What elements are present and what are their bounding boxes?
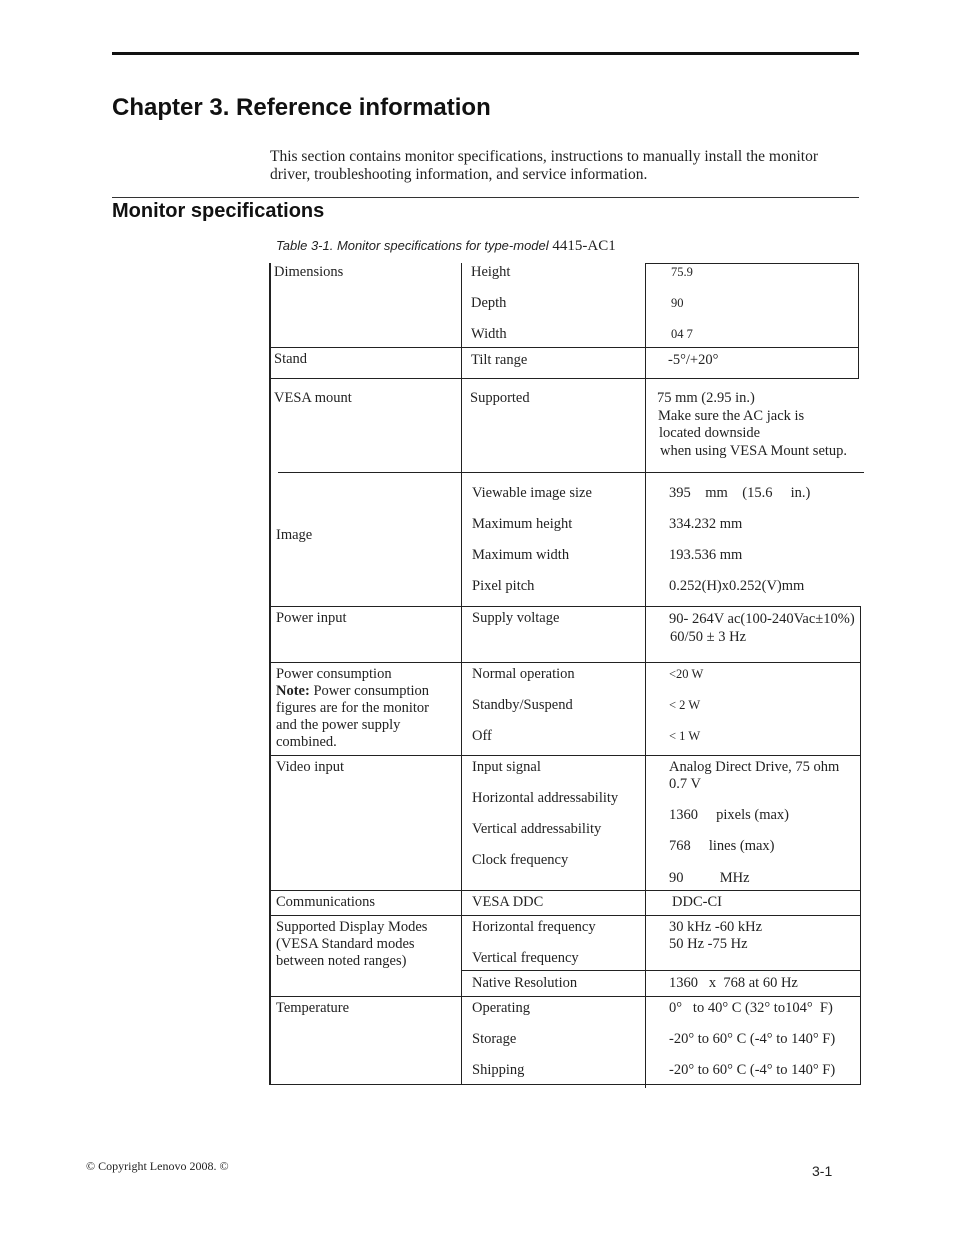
off-label: Off (472, 728, 492, 744)
top-rule (112, 52, 859, 55)
operating-label: Operating (472, 1000, 530, 1016)
stand-label: Stand (274, 351, 308, 367)
power-note (276, 683, 429, 700)
row-line (270, 347, 859, 348)
storage-label: Storage (472, 1031, 517, 1047)
horizontal-addressability-value: 1360 pixels (max) (669, 807, 790, 823)
vesa-value-line4: when using VESA Mount setup. (660, 443, 848, 459)
column-divider-2 (645, 263, 646, 1088)
chapter-title: Chapter 3. Reference information (112, 94, 491, 121)
horizontal-frequency-value: 30 kHz -60 kHz (669, 919, 763, 935)
vesa-ddc-label: VESA DDC (472, 894, 544, 910)
operating-value: 0° to 40° C (32° to104° F) (669, 1000, 833, 1016)
vesa-supported-label: Supported (470, 390, 530, 406)
input-signal-value1: Analog Direct Drive, 75 ohm (669, 759, 840, 775)
vertical-addressability-value: 768 lines (max) (669, 838, 775, 854)
row-line (278, 472, 864, 473)
pixel-pitch-label: Pixel pitch (472, 578, 535, 594)
clock-frequency-value: 90 MHz (669, 870, 750, 886)
width-label: Width (471, 326, 507, 342)
row-line (270, 606, 861, 607)
table-border-right-top (858, 263, 859, 378)
caption-model: 4415-AC1 (552, 238, 616, 254)
communications-label: Communications (276, 894, 376, 910)
caption-label: Table 3-1. Monitor specifications for type-model (276, 238, 549, 253)
supply-voltage-value1: 90- 264V ac(100-240Vac±10%) (669, 611, 855, 627)
row-line (270, 890, 861, 891)
tilt-range-value: -5°/+20° (668, 352, 719, 368)
pixel-pitch-value: 0.252(H)x0.252(V)mm (669, 578, 805, 594)
vesa-value-line2: Make sure the AC jack is (658, 408, 805, 424)
max-height-label: Maximum height (472, 516, 573, 532)
section-title: Monitor specifications (112, 200, 325, 222)
input-signal-label: Input signal (472, 759, 541, 775)
copyright-footer: © Copyright Lenovo 2008. © (86, 1159, 229, 1173)
row-line (270, 378, 859, 379)
tilt-range-label: Tilt range (471, 352, 528, 368)
vertical-addressability-label: Vertical addressability (472, 821, 602, 837)
row-line (270, 996, 861, 997)
viewable-size-value: 395 mm (15.6 in.) (669, 485, 811, 501)
standby-label: Standby/Suspend (472, 697, 573, 713)
horizontal-addressability-label: Horizontal addressability (472, 790, 619, 806)
depth-label: Depth (471, 295, 507, 311)
power-note-line4: combined. (276, 734, 337, 750)
table-caption (276, 238, 616, 255)
native-resolution-label: Native Resolution (472, 975, 578, 991)
normal-operation-label: Normal operation (472, 666, 575, 682)
row-line (462, 970, 861, 971)
power-note-line3: and the power supply (276, 717, 401, 733)
table-border-left (269, 263, 271, 1085)
viewable-size-label: Viewable image size (472, 485, 592, 501)
height-value: 75.9 (671, 265, 693, 279)
off-value: < 1 W (669, 729, 701, 743)
note-bold: Note: (276, 683, 310, 699)
section-rule (112, 197, 859, 198)
dimensions-label: Dimensions (274, 264, 344, 280)
row-line (270, 755, 861, 756)
power-note-line2: figures are for the monitor (276, 700, 430, 716)
width-value: 04 7 (671, 327, 693, 341)
display-modes-line2: (VESA Standard modes (276, 936, 415, 952)
standby-value: < 2 W (669, 698, 701, 712)
storage-value: -20° to 60° C (-4° to 140° F) (669, 1031, 836, 1047)
table-border-right-bottom (860, 606, 861, 1085)
max-width-value: 193.536 mm (669, 547, 743, 563)
column-divider-1 (461, 263, 462, 1085)
supply-voltage-label: Supply voltage (472, 610, 560, 626)
display-modes-label: Supported Display Modes (276, 919, 428, 935)
row-line (270, 915, 861, 916)
input-signal-value2: 0.7 V (669, 776, 701, 792)
clock-frequency-label: Clock frequency (472, 852, 569, 868)
shipping-label: Shipping (472, 1062, 525, 1078)
vertical-frequency-value: 50 Hz -75 Hz (669, 936, 748, 952)
note-text: Power consumption (309, 683, 430, 699)
intro-paragraph: This section contains monitor specifications, instructions to manually install the monitor driver, troubleshooting information, and service information. (270, 148, 819, 183)
power-input-label: Power input (276, 610, 347, 626)
power-consumption-label: Power consumption (276, 666, 392, 682)
row-line (270, 1084, 861, 1085)
supply-voltage-value2: 60/50 ± 3 Hz (670, 629, 747, 645)
video-input-label: Video input (276, 759, 344, 775)
max-height-value: 334.232 mm (669, 516, 743, 532)
shipping-value: -20° to 60° C (-4° to 140° F) (669, 1062, 836, 1078)
horizontal-frequency-label: Horizontal frequency (472, 919, 596, 935)
image-label: Image (276, 527, 313, 543)
vertical-frequency-label: Vertical frequency (472, 950, 579, 966)
vesa-ddc-value: DDC-CI (672, 894, 722, 910)
vesa-value-line1: 75 mm (2.95 in.) (657, 390, 755, 406)
temperature-label: Temperature (276, 1000, 350, 1016)
height-label: Height (471, 264, 511, 280)
row-line (270, 662, 861, 663)
vesa-mount-label: VESA mount (274, 390, 352, 406)
page-number: 3-1 (812, 1163, 833, 1179)
vesa-value-line3: located downside (659, 425, 761, 441)
depth-value: 90 (671, 296, 684, 310)
normal-operation-value: <20 W (669, 667, 704, 681)
max-width-label: Maximum width (472, 547, 570, 563)
display-modes-line3: between noted ranges) (276, 953, 407, 969)
native-resolution-value: 1360 x 768 at 60 Hz (669, 975, 798, 991)
